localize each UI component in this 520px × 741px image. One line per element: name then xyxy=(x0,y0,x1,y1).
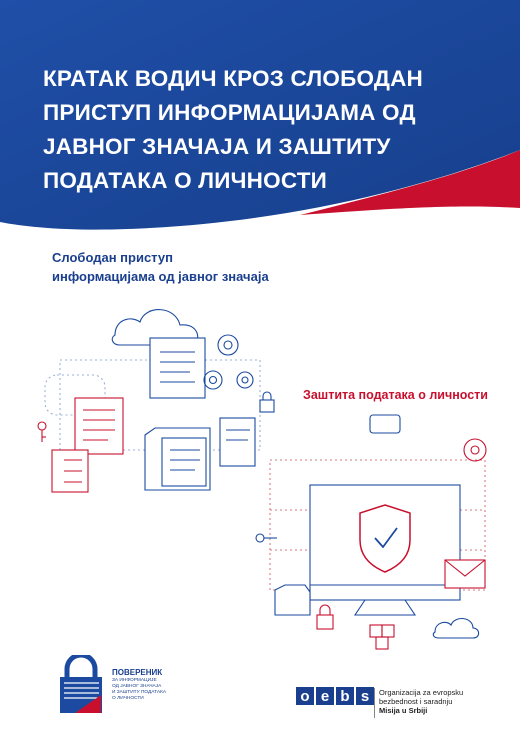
description-line: О ЛИЧНОСТИ xyxy=(112,696,144,701)
osce-letter: s xyxy=(356,687,374,705)
osce-line: Misija u Srbiji xyxy=(379,706,428,715)
data-protection-heading: Заштита података о личности xyxy=(303,388,488,402)
gear-icon xyxy=(464,439,486,461)
book-icon xyxy=(220,418,255,466)
envelope-icon xyxy=(445,560,485,588)
commissioner-description xyxy=(112,678,172,702)
osce-letter: e xyxy=(316,687,334,705)
title-line: ПРИСТУП ИНФОРМАЦИЈАМА ОД xyxy=(43,100,416,125)
osce-text xyxy=(379,688,463,715)
osce-line: Organizacija za evropsku xyxy=(379,688,464,697)
documents-cloud-illustration xyxy=(30,290,290,500)
padlock-icon xyxy=(317,605,333,629)
data-protection-illustration xyxy=(255,410,505,660)
padlock-icon xyxy=(260,392,274,412)
osce-logo xyxy=(296,687,374,705)
commissioner-name: ПОВЕРЕНИК xyxy=(112,668,163,677)
form-document-icon xyxy=(75,398,123,454)
description-line: ЗА ИНФОРМАЦИЈЕ xyxy=(112,678,157,683)
osce-letter: b xyxy=(336,687,354,705)
title-line: ЈАВНОГ ЗНАЧАЈА И ЗАШТИТУ xyxy=(43,134,391,159)
folder-icon xyxy=(275,585,310,615)
gear-icon xyxy=(204,335,253,389)
checklist-icon xyxy=(52,450,88,492)
cloud-icon xyxy=(433,619,478,638)
scroll-document-icon xyxy=(150,338,205,398)
folder-document-icon xyxy=(145,428,210,490)
page-title xyxy=(43,62,463,198)
chat-bubble-icon xyxy=(370,415,400,433)
description-line: И ЗАШТИТУ ПОДАТАКА xyxy=(112,690,167,695)
title-line: ПОДАТАКА О ЛИЧНОСТИ xyxy=(43,168,328,193)
osce-line: bezbednost i saradnju xyxy=(379,697,453,706)
cubes-icon xyxy=(370,625,394,649)
heading-line: информацијама од јавног значаја xyxy=(52,269,269,284)
description-line: ОД ЈАВНОГ ЗНАЧАЈА xyxy=(112,684,162,689)
osce-divider xyxy=(374,688,375,718)
title-line: КРАТАК ВОДИЧ КРОЗ СЛОБОДАН xyxy=(43,66,423,91)
osce-letter: o xyxy=(296,687,314,705)
access-to-information-heading xyxy=(52,248,269,286)
heading-line: Слободан приступ xyxy=(52,250,173,265)
key-icon xyxy=(256,534,277,542)
key-icon xyxy=(38,422,46,442)
